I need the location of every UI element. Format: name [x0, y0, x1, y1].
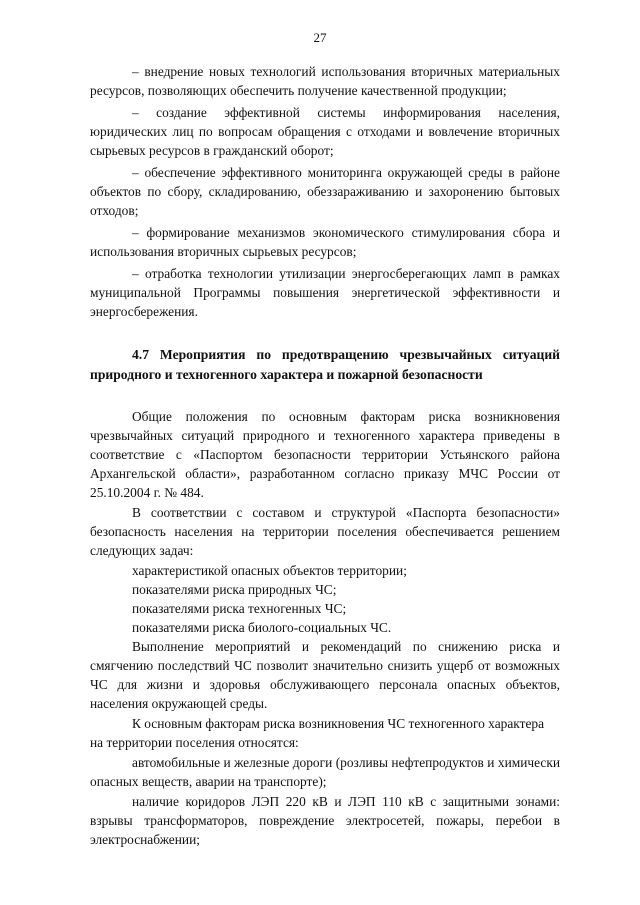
- body-paragraph: автомобильные и железные дороги (розливы нефтепродуктов и химически опасных веществ, аварии на транспорте);: [90, 755, 560, 789]
- page-number: 27: [313, 30, 327, 45]
- page-content: [90, 62, 560, 850]
- list-item: – формирование механизмов экономического стимулирования сбора и использования вторичных сырьевых ресурсов;: [90, 225, 560, 259]
- list-item: – отработка технологии утилизации энергосберегающих ламп в рамках муниципальной Программы повышения энергетической эффективности и энергосбережения.: [90, 266, 560, 319]
- task-item: показателями риска биолого-социальных ЧС.: [132, 620, 392, 635]
- section-heading: 4.7 Мероприятия по предотвращению чрезвычайных ситуаций природного и техногенного характера и пожарной безопасности: [90, 347, 560, 382]
- body-paragraph: Выполнение мероприятий и рекомендаций по снижению риска и смягчению последствий ЧС позволит значительно снизить ущерб от возможных ЧС для жизни и здоровья обслуживающего персонала опасных объектов, населения окружающей среды.: [90, 639, 560, 711]
- list-item: – внедрение новых технологий использования вторичных материальных ресурсов, позволяющих обеспечить получение качественной продукции;: [90, 64, 560, 98]
- body-paragraph: Общие положения по основным факторам риска возникновения чрезвычайных ситуаций природного и техногенного характера приведены в соответствие с «Паспортом безопасности территории Устьянского района Архангельской области», разработанном согласно приказу МЧС России от 25.10.2004 г. № 484.: [90, 409, 560, 500]
- body-paragraph: наличие коридоров ЛЭП 220 кВ и ЛЭП 110 кВ с защитными зонами: взрывы трансформаторов, повреждение электросетей, пожары, перебои в электроснабжении;: [90, 794, 560, 847]
- task-item: показателями риска техногенных ЧС;: [132, 601, 347, 616]
- list-item: – обеспечение эффективного мониторинга окружающей среды в районе объектов по сбору, складированию, обеззараживанию и захоронению бытовых отходов;: [90, 165, 560, 218]
- task-item: показателями риска природных ЧС;: [132, 582, 337, 597]
- body-paragraph: на территории поселения относятся:: [90, 735, 299, 750]
- body-paragraph: В соответствии с составом и структурой «Паспорта безопасности» безопасность населения на территории поселения обеспечивается решением следующих задач:: [90, 505, 560, 558]
- body-paragraph: К основным факторам риска возникновения ЧС техногенного характера: [132, 716, 545, 731]
- task-item: характеристикой опасных объектов территории;: [132, 563, 407, 578]
- list-item: – создание эффективной системы информирования населения, юридических лиц по вопросам обращения с отходами и вовлечение вторичных сырьевых ресурсов в гражданский оборот;: [90, 105, 560, 158]
